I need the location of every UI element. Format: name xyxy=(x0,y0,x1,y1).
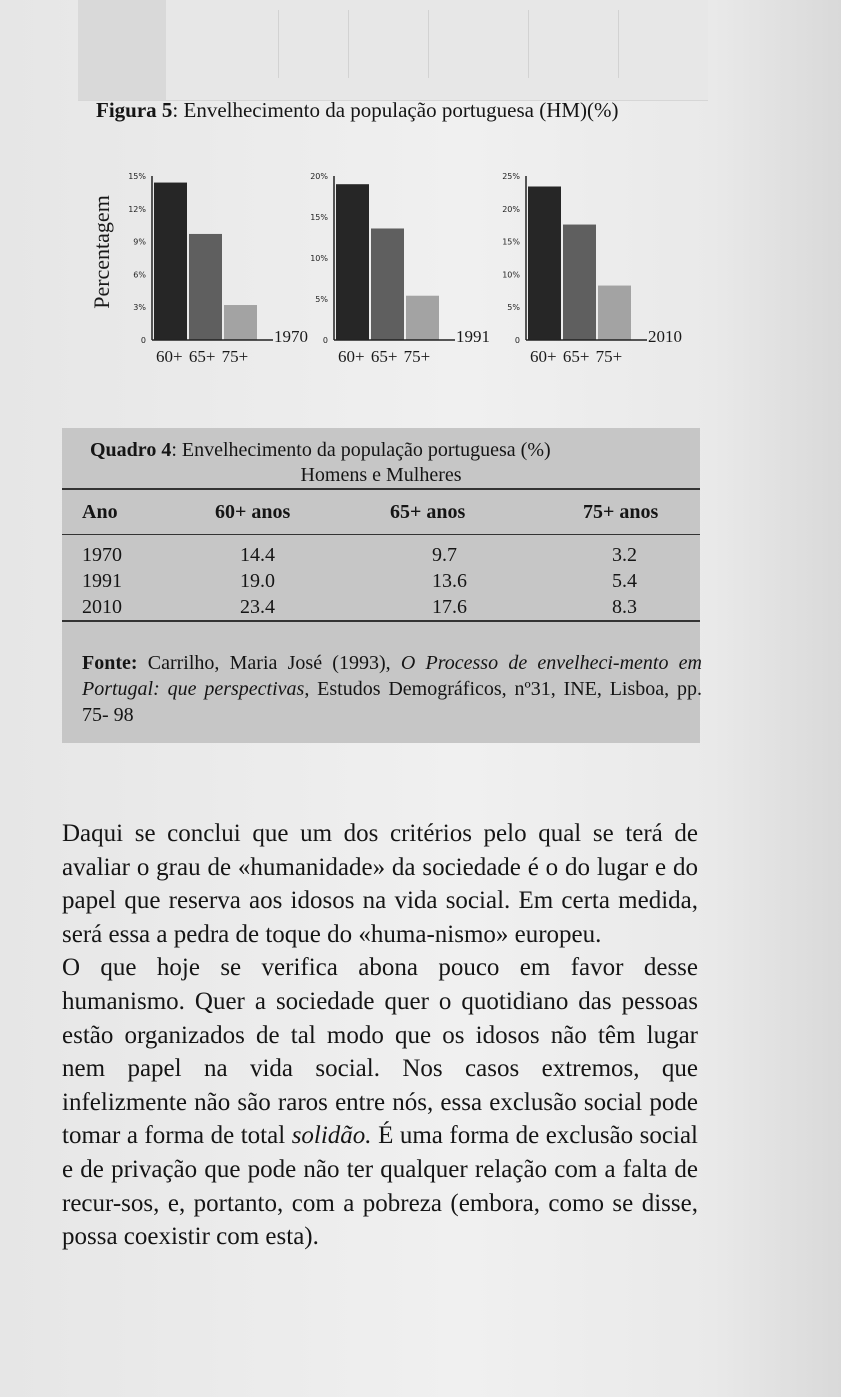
bar-65+-1991 xyxy=(371,228,404,340)
bleed-divider xyxy=(618,10,619,78)
paragraph-2-start: O que hoje se verifica abona pouco em favor desse humanismo. Quer a sociedade quer o quotidiano das pessoas estão organizados de tal modo que os idosos não têm lugar nem papel na vida social. Nos casos extremos, que infelizmente não são raros entre nós, essa exclusão social pode tomar a forma de total xyxy=(62,954,698,1150)
table-cell: 17.6 xyxy=(432,596,467,618)
bar-60+-1991 xyxy=(336,184,369,340)
quadro-title xyxy=(90,438,690,462)
table-header-cell: 75+ anos xyxy=(583,501,659,523)
y-tick-label: 6% xyxy=(133,270,146,280)
table-cell: 19.0 xyxy=(240,570,275,592)
table-cell: 23.4 xyxy=(240,596,275,618)
y-tick-label: 20% xyxy=(310,172,328,181)
y-tick-label: 5% xyxy=(315,295,328,304)
y-tick-label: 5% xyxy=(507,303,520,313)
y-tick-label: 9% xyxy=(133,237,146,247)
solidao-emphasis: solidão. xyxy=(291,1122,372,1150)
panel-year-label: 1970 xyxy=(274,327,308,346)
bar-65+-2010 xyxy=(563,225,596,340)
previous-table-bleed xyxy=(78,0,708,101)
bar-60+-1970 xyxy=(154,183,187,340)
figure-title xyxy=(96,98,619,123)
figure-label: Figura 5 xyxy=(96,98,173,122)
paragraph-2-end: É uma forma de exclusão social e de privação que pode não ter qualquer relação com a falta de recur-sos, e, portanto, com a pobreza (embora, como se disse, possa coexistir com esta). xyxy=(62,1122,698,1251)
table-cell: 1970 xyxy=(82,544,122,566)
y-tick-label: 20% xyxy=(502,204,520,214)
table-cell: 5.4 xyxy=(612,570,637,592)
table-cell: 1991 xyxy=(82,570,122,592)
y-tick-label: 25% xyxy=(502,172,520,181)
y-tick-label: 12% xyxy=(128,204,146,214)
bar-charts xyxy=(84,160,724,370)
bleed-dark-column xyxy=(78,0,166,100)
y-tick-label: 0 xyxy=(322,336,328,345)
bleed-divider xyxy=(278,10,279,78)
quadro-title-text: : Envelhecimento da população portuguesa (%) xyxy=(171,439,551,461)
table-cell: 9.7 xyxy=(432,544,457,566)
bar-75+-1970 xyxy=(224,305,257,340)
table-bottom-rule xyxy=(62,620,700,622)
bar-75+-1991 xyxy=(406,296,439,340)
y-tick-label: 15% xyxy=(128,172,146,181)
body-text xyxy=(62,817,698,1254)
category-labels: 60+ 65+ 75+ xyxy=(156,347,249,366)
source-title: O Processo de envelheci-mento em Portugal: que perspectivas xyxy=(82,652,702,700)
table-header-cell: 65+ anos xyxy=(390,501,466,523)
table-top-rule xyxy=(62,488,700,490)
table-cell: 2010 xyxy=(82,596,122,618)
table-cell: 3.2 xyxy=(612,544,637,566)
category-labels: 60+ 65+ 75+ xyxy=(338,347,431,366)
figure-title-text: : Envelhecimento da população portuguesa (HM)(%) xyxy=(172,98,619,122)
y-tick-label: 0 xyxy=(140,336,146,345)
source-note xyxy=(82,650,702,728)
quadro-label: Quadro 4 xyxy=(90,439,172,461)
source-rest: , Estudos Demográficos, nº31, INE, Lisboa, pp. 75- 98 xyxy=(82,678,702,726)
panel-year-label: 2010 xyxy=(648,327,682,346)
y-tick-label: 15% xyxy=(502,237,520,247)
y-tick-label: 3% xyxy=(133,303,146,313)
bar-75+-2010 xyxy=(598,286,631,340)
source-label: Fonte: xyxy=(82,652,138,674)
table-header-cell: 60+ anos xyxy=(215,501,291,523)
y-axis-label: Percentagem xyxy=(89,195,114,309)
bleed-divider xyxy=(528,10,529,78)
table-header-rule xyxy=(62,534,700,535)
table-cell: 14.4 xyxy=(240,544,275,566)
y-tick-label: 15% xyxy=(310,213,328,222)
table-header-cell: Ano xyxy=(82,501,118,523)
table-cell: 8.3 xyxy=(612,596,637,618)
paragraph-1: Daqui se conclui que um dos critérios pelo qual se terá de avaliar o grau de «humanidade» da sociedade é o do lugar e do papel que reserva aos idosos na vida social. Em certa medida, será essa a pedra de toque do «huma-nismo» europeu. xyxy=(62,820,698,948)
table-cell: 13.6 xyxy=(432,570,467,592)
y-tick-label: 0 xyxy=(514,336,520,345)
category-labels: 60+ 65+ 75+ xyxy=(530,347,623,366)
quadro-subtitle: Homens e Mulheres xyxy=(300,464,462,486)
panel-year-label: 1991 xyxy=(456,327,490,346)
source-author: Carrilho, Maria José (1993), xyxy=(137,652,401,674)
bar-60+-2010 xyxy=(528,186,561,340)
y-tick-label: 10% xyxy=(502,270,520,280)
paragraph-2 xyxy=(62,951,698,1253)
y-tick-label: 10% xyxy=(310,254,328,263)
bleed-divider xyxy=(428,10,429,78)
bleed-divider xyxy=(348,10,349,78)
bar-65+-1970 xyxy=(189,234,222,340)
